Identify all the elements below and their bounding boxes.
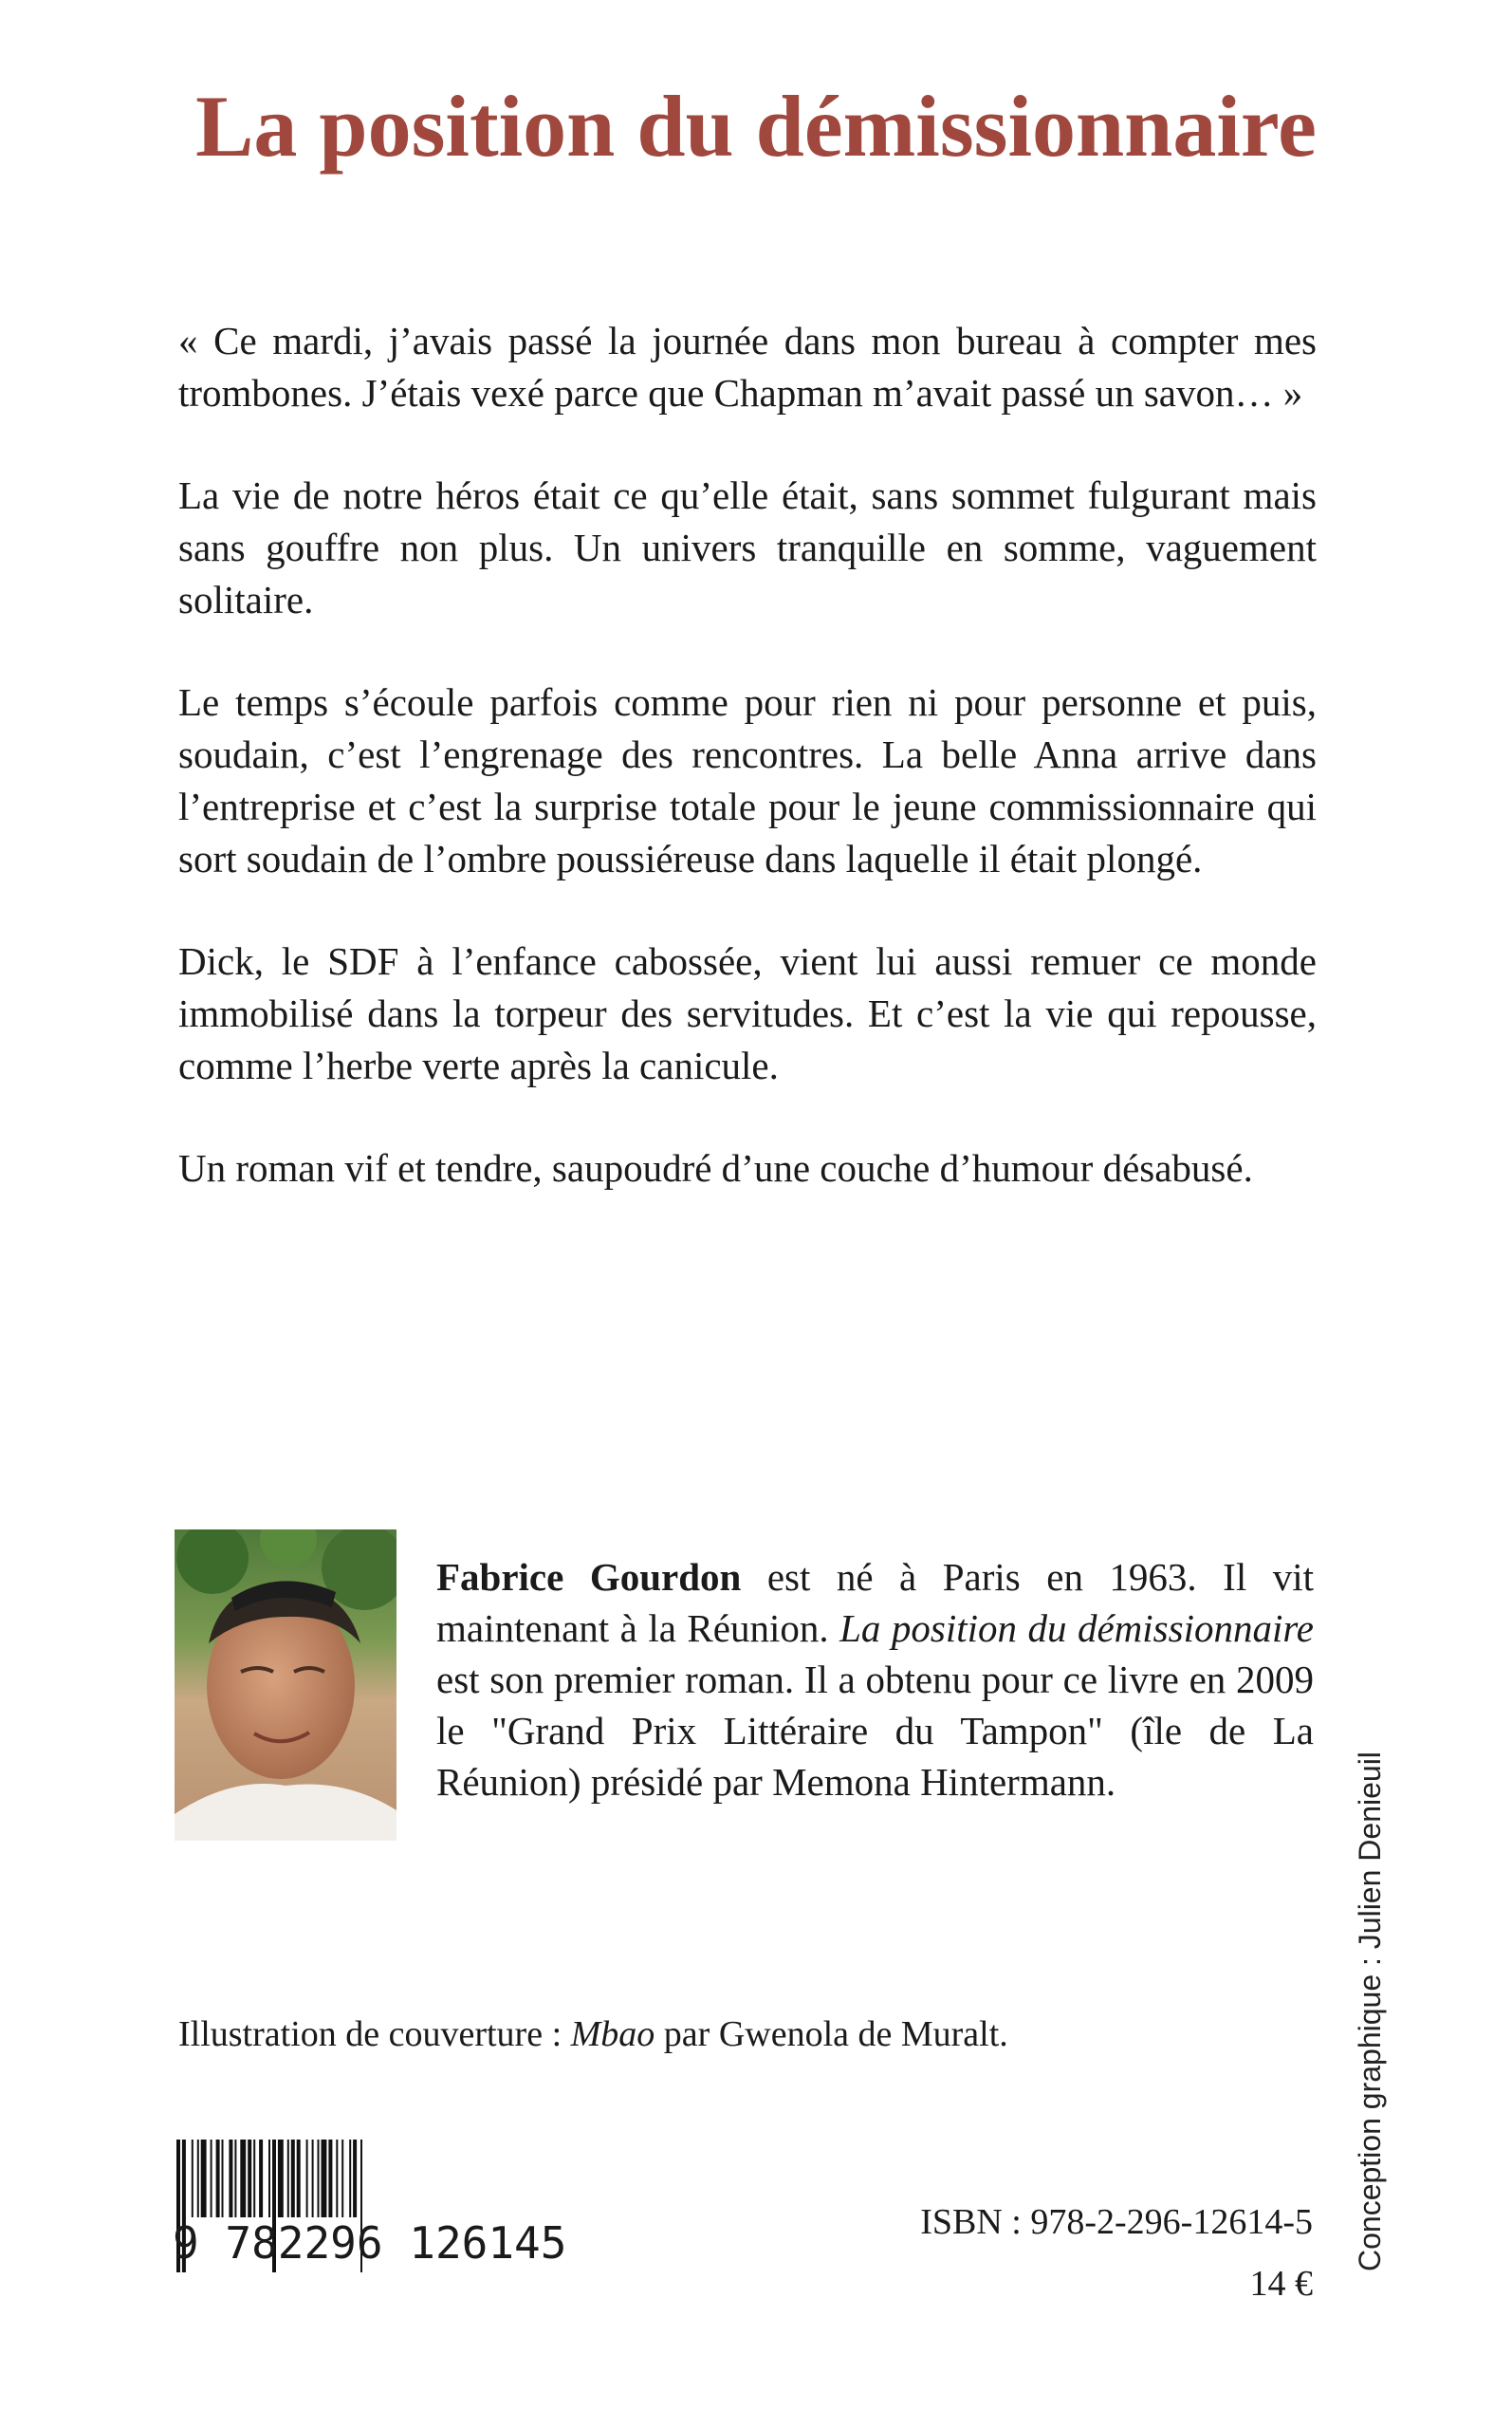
bio-text-2: est son premier roman. Il a obtenu pour ce livre en 2009 le "Grand Prix Littéraire du Tampon" (île de La Réunion) présidé par Memona Hintermann. bbox=[436, 1658, 1314, 1804]
author-bio bbox=[436, 1551, 1314, 1807]
barcode-bar bbox=[336, 2140, 338, 2217]
barcode-bar bbox=[222, 2140, 224, 2217]
barcode-bar bbox=[349, 2140, 351, 2217]
barcode-bar bbox=[268, 2140, 270, 2217]
barcode-bar bbox=[248, 2140, 251, 2217]
book-title: La position du démissionnaire bbox=[195, 78, 1317, 175]
bio-text-1: est né à Paris en 1963. Il vit maintenant à la Réunion. bbox=[436, 1555, 1315, 1650]
isbn: ISBN : 978-2-296-12614-5 bbox=[920, 2202, 1313, 2242]
back-cover-blurb bbox=[178, 315, 1317, 1245]
barcode-bar bbox=[229, 2140, 232, 2217]
barcode-bar bbox=[297, 2140, 301, 2217]
credit-work: Mbao bbox=[570, 2014, 655, 2054]
barcode-bar bbox=[197, 2140, 199, 2217]
barcode-digits: 9 782296 126145 bbox=[173, 2217, 567, 2269]
barcode-bar bbox=[287, 2140, 289, 2217]
credit-prefix: Illustration de couverture : bbox=[178, 2014, 571, 2054]
barcode-bar bbox=[253, 2140, 255, 2217]
barcode-bar bbox=[322, 2140, 327, 2217]
price: 14 € bbox=[1249, 2264, 1313, 2304]
barcode-bar bbox=[216, 2140, 220, 2217]
barcode-bar bbox=[328, 2140, 332, 2217]
barcode-bar bbox=[240, 2140, 246, 2217]
author-name: Fabrice Gourdon bbox=[436, 1555, 742, 1599]
barcode-bar bbox=[353, 2140, 357, 2217]
blurb-paragraph-3: Le temps s’écoule parfois comme pour rien ni pour personne et puis, soudain, c’est l’engrenage des rencontres. La belle Anna arrive dans l’entreprise et c’est la surprise totale pour le jeune commissionnaire qui sort soudain de l’ombre poussiéreuse dans laquelle il était plongé. bbox=[178, 680, 1317, 880]
author-photo bbox=[175, 1529, 396, 1841]
barcode-bar bbox=[278, 2140, 284, 2217]
barcode-bar bbox=[192, 2140, 194, 2217]
barcode-bar bbox=[318, 2140, 320, 2217]
barcode-bar bbox=[312, 2140, 314, 2217]
blurb-paragraph-2: La vie de notre héros était ce qu’elle était, sans sommet fulgurant mais sans gouffre non plus. Un univers tranquille en somme, vaguement solitaire. bbox=[178, 473, 1317, 621]
credit-suffix: par Gwenola de Muralt. bbox=[655, 2014, 1008, 2054]
barcode-bar bbox=[291, 2140, 295, 2217]
barcode-bar bbox=[201, 2140, 207, 2217]
graphic-design-credit: Conception graphique : Julien Denieuil bbox=[1353, 1751, 1387, 2271]
blurb-paragraph-4: Dick, le SDF à l’enfance cabossée, vient lui aussi remuer ce monde immobilisé dans la torpeur des servitudes. Et c’est la vie qui repousse, comme l’herbe verte après la canicule. bbox=[178, 939, 1317, 1087]
barcode-bar bbox=[341, 2140, 343, 2217]
bio-book-title: La position du démissionnaire bbox=[839, 1606, 1314, 1650]
barcode-bar bbox=[259, 2140, 263, 2217]
barcode-bar bbox=[306, 2140, 308, 2217]
cover-illustration-credit bbox=[178, 2011, 1008, 2058]
blurb-paragraph-5: Un roman vif et tendre, saupoudré d’une couche d’humour désabusé. bbox=[178, 1146, 1253, 1190]
barcode-bar bbox=[234, 2140, 236, 2217]
blurb-paragraph-1: « Ce mardi, j’avais passé la journée dans mon bureau à compter mes trombones. J’étais vexé parce que Chapman m’avait passé un savon… » bbox=[178, 319, 1317, 415]
barcode-bar bbox=[211, 2140, 212, 2217]
